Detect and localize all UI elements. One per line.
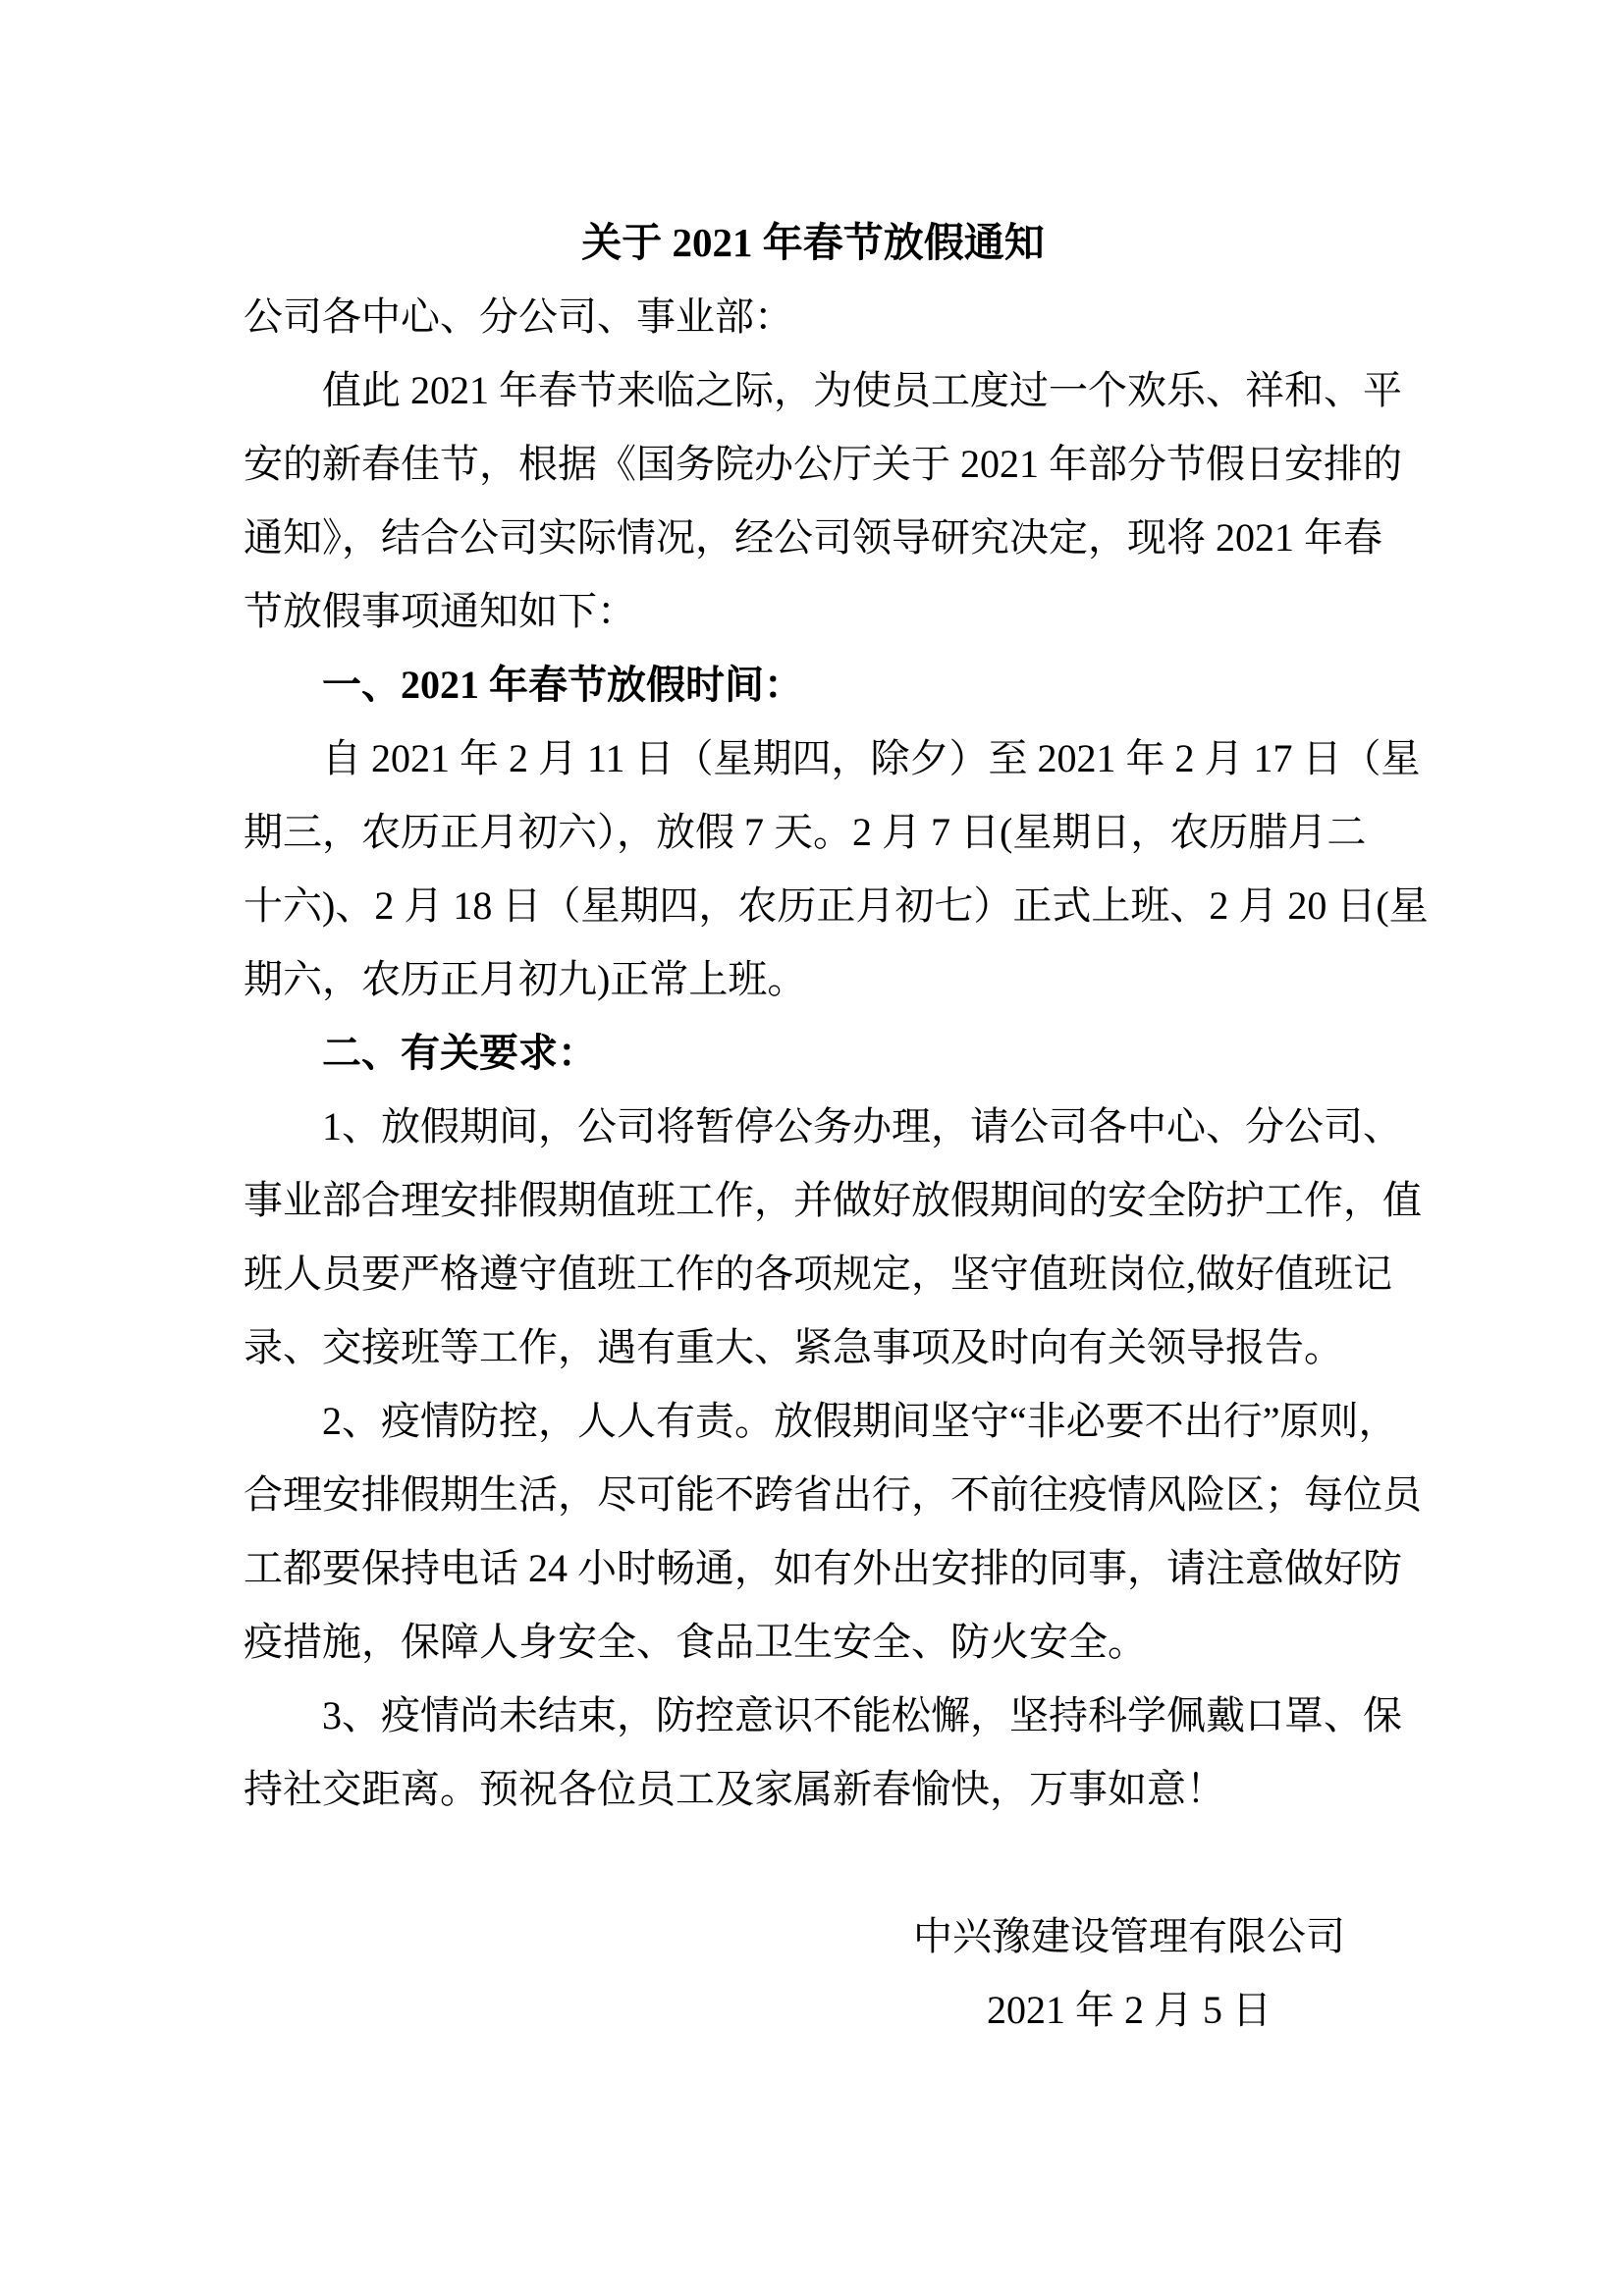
body-line: 2、疫情防控，人人有责。放假期间坚守“非必要不出行”原则，: [322, 1399, 1398, 1443]
body-line: 自 2021 年 2 月 11 日（星期四，除夕）至 2021 年 2 月 17 日（星: [322, 736, 1421, 780]
body-line: 期六，农历正月初九)正常上班。: [244, 957, 807, 1001]
notice-title: 关于 2021 年春节放假通知: [581, 220, 1045, 265]
body-line: 十六)、2 月 18 日（星期四，农历正月初七）正式上班、2 月 20 日(星: [244, 883, 1429, 928]
signature-company: 中兴豫建设管理有限公司: [913, 1914, 1345, 1958]
body-line: 疫措施，保障人身安全、食品卫生安全、防火安全。: [244, 1620, 1147, 1664]
body-line: 持社交距离。预祝各位员工及家属新春愉快，万事如意！: [244, 1767, 1225, 1811]
body-line: 工都要保持电话 24 小时畅通，如有外出安排的同事，请注意做好防: [244, 1546, 1402, 1590]
body-line: 3、疫情尚未结束，防控意识不能松懈，坚持科学佩戴口罩、保: [322, 1693, 1402, 1737]
body-line: 安的新春佳节，根据《国务院办公厅关于 2021 年部分节假日安排的: [244, 442, 1402, 486]
body-line: 录、交接班等工作，遇有重大、紧急事项及时向有关领导报告。: [244, 1325, 1343, 1369]
body-line: 事业部合理安排假期值班工作，并做好放假期间的安全防护工作，值: [244, 1178, 1422, 1222]
signature-block: [913, 1899, 1345, 2047]
body-line: 期三，农历正月初六），放假 7 天。2 月 7 日(星期日，农历腊月二: [244, 810, 1367, 854]
section-1-heading: 一、2021 年春节放假时间：: [322, 663, 803, 707]
signature-date: 2021 年 2 月 5 日: [987, 1988, 1272, 2032]
salutation: 公司各中心、分公司、事业部：: [244, 294, 793, 339]
body-line: 节放假事项通知如下：: [244, 589, 636, 633]
body-line: 值此 2021 年春节来临之际，为使员工度过一个欢乐、祥和、平: [322, 368, 1402, 412]
body-line: 班人员要严格遵守值班工作的各项规定，坚守值班岗位,做好值班记: [244, 1252, 1392, 1296]
body-line: 合理安排假期生活，尽可能不跨省出行，不前往疫情风险区；每位员: [244, 1472, 1422, 1517]
body-line: 1、放假期间，公司将暂停公务办理，请公司各中心、分公司、: [322, 1104, 1402, 1148]
body-line: 通知》，结合公司实际情况，经公司领导研究决定，现将 2021 年春: [244, 515, 1382, 560]
section-2-heading: 二、有关要求：: [322, 1031, 597, 1075]
